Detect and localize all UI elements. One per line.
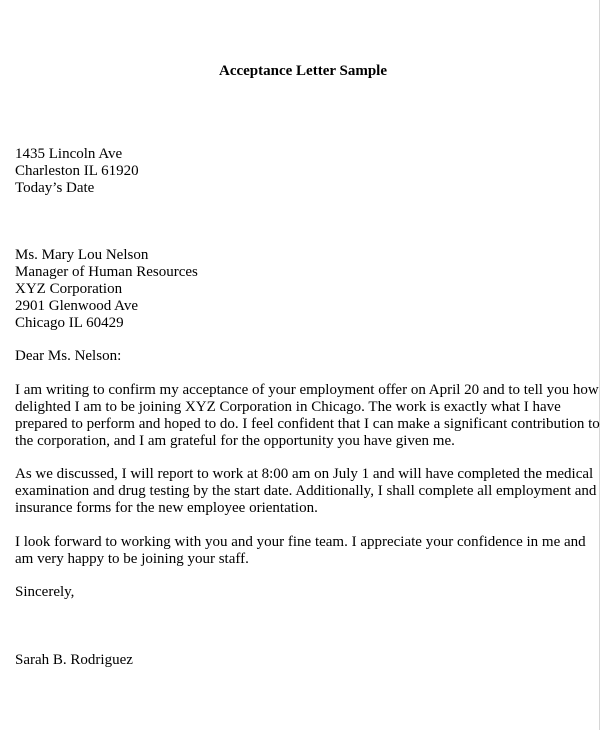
recipient-city: Chicago IL 60429 bbox=[15, 315, 124, 331]
paragraph-line: prepared to perform and hoped to do. I feel confident that I can make a significant contribution to bbox=[15, 416, 600, 432]
paragraph-line: As we discussed, I will report to work at 8:00 am on July 1 and will have completed the medical bbox=[15, 466, 594, 482]
paragraph-line: I am writing to confirm my acceptance of your employment offer on April 20 and to tell you how bbox=[15, 382, 599, 398]
salutation: Dear Ms. Nelson: bbox=[15, 348, 122, 364]
recipient-street: 2901 Glenwood Ave bbox=[15, 298, 139, 314]
body-paragraph-3 bbox=[15, 534, 590, 568]
paragraph-line: I look forward to working with you and your fine team. I appreciate your confidence in me and bbox=[15, 534, 586, 550]
signature-name: Sarah B. Rodriguez bbox=[15, 652, 133, 668]
body-paragraph-1 bbox=[15, 382, 600, 450]
paragraph-line: the corporation, and I am grateful for the opportunity you have given me. bbox=[15, 433, 455, 449]
recipient-address bbox=[15, 247, 198, 332]
paragraph-line: insurance forms for the new employee orientation. bbox=[15, 500, 318, 516]
paragraph-line: delighted I am to be joining XYZ Corporation in Chicago. The work is exactly what I have bbox=[15, 399, 561, 415]
sender-address bbox=[15, 146, 139, 197]
body-paragraph-2 bbox=[15, 466, 597, 517]
recipient-name: Ms. Mary Lou Nelson bbox=[15, 247, 149, 263]
closing: Sincerely, bbox=[15, 584, 75, 600]
sender-city: Charleston IL 61920 bbox=[15, 163, 139, 179]
letter-date: Today’s Date bbox=[15, 180, 95, 196]
paragraph-line: am very happy to be joining your staff. bbox=[15, 551, 249, 567]
sender-street: 1435 Lincoln Ave bbox=[15, 146, 123, 162]
paragraph-line: examination and drug testing by the start date. Additionally, I shall complete all employment and bbox=[15, 483, 597, 499]
recipient-company: XYZ Corporation bbox=[15, 281, 123, 297]
recipient-title: Manager of Human Resources bbox=[15, 264, 198, 280]
document-title: Acceptance Letter Sample bbox=[218, 63, 387, 79]
